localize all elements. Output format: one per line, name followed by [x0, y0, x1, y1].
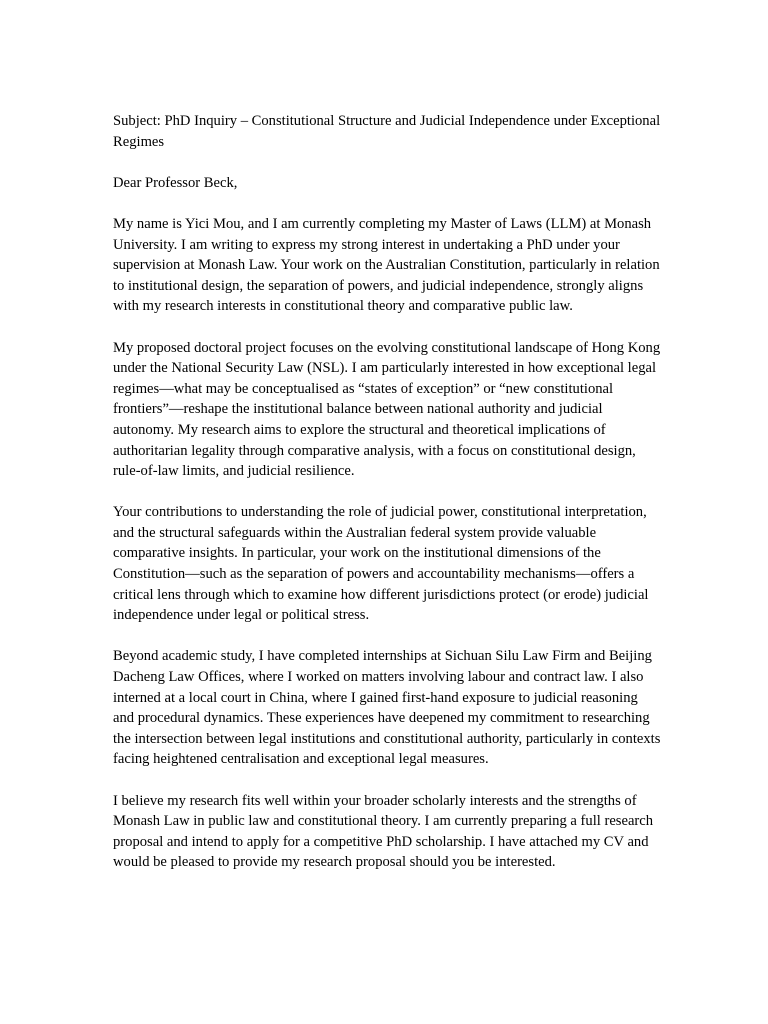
paragraph-experience: Beyond academic study, I have completed internships at Sichuan Silu Law Firm and Beijing Dacheng Law Offices, where I worked on matters involving labour and contract law. I also interned at a local court in China, where I gained first-hand exposure to judicial reasoning and procedural dynamics. These experiences have deepened my commitment to researching the intersection between legal institutions and constitutional authority, particularly in contexts facing heightened centralisation and exceptional legal measures. — [113, 648, 661, 768]
letter-body — [113, 111, 661, 894]
letter-greeting: Dear Professor Beck, — [113, 174, 238, 191]
paragraph-introduction: My name is Yici Mou, and I am currently completing my Master of Laws (LLM) at Monash University. I am writing to express my strong interest in undertaking a PhD under your supervision at Monash Law. Your work on the Australian Constitution, particularly in relation to institutional design, the separation of powers, and judicial independence, strongly aligns with my research interests in constitutional theory and comparative public law. — [113, 215, 660, 315]
paragraph-research-fit: I believe my research fits well within your broader scholarly interests and the strengths of Monash Law in public law and constitutional theory. I am currently preparing a full research proposal and intend to apply for a competitive PhD scholarship. I have attached my CV and would be pleased to provide my research proposal should you be interested. — [113, 792, 654, 871]
paragraph-supervisor-contributions: Your contributions to understanding the role of judicial power, constitutional interpretation, and the structural safeguards within the Australian federal system provide valuable comparative insights. In particular, your work on the institutional dimensions of the Constitution—such as the separation of powers and accountability mechanisms—offers a critical lens through which to examine how different jurisdictions protect (or erode) judicial independence under legal or political stress. — [113, 504, 649, 624]
paragraph-proposed-project: My proposed doctoral project focuses on the evolving constitutional landscape of Hong Kong under the National Security Law (NSL). I am particularly interested in how exceptional legal regimes—what may be conceptualised as “states of exception” or “new constitutional frontiers”—reshape the institutional balance between national authority and judicial autonomy. My research aims to explore the structural and theoretical implications of authoritarian legality through comparative analysis, with a focus on constitutional design, rule-of-law limits, and judicial resilience. — [113, 339, 661, 480]
letter-subject: Subject: PhD Inquiry – Constitutional Structure and Judicial Independence under Exceptional Regimes — [113, 113, 661, 150]
